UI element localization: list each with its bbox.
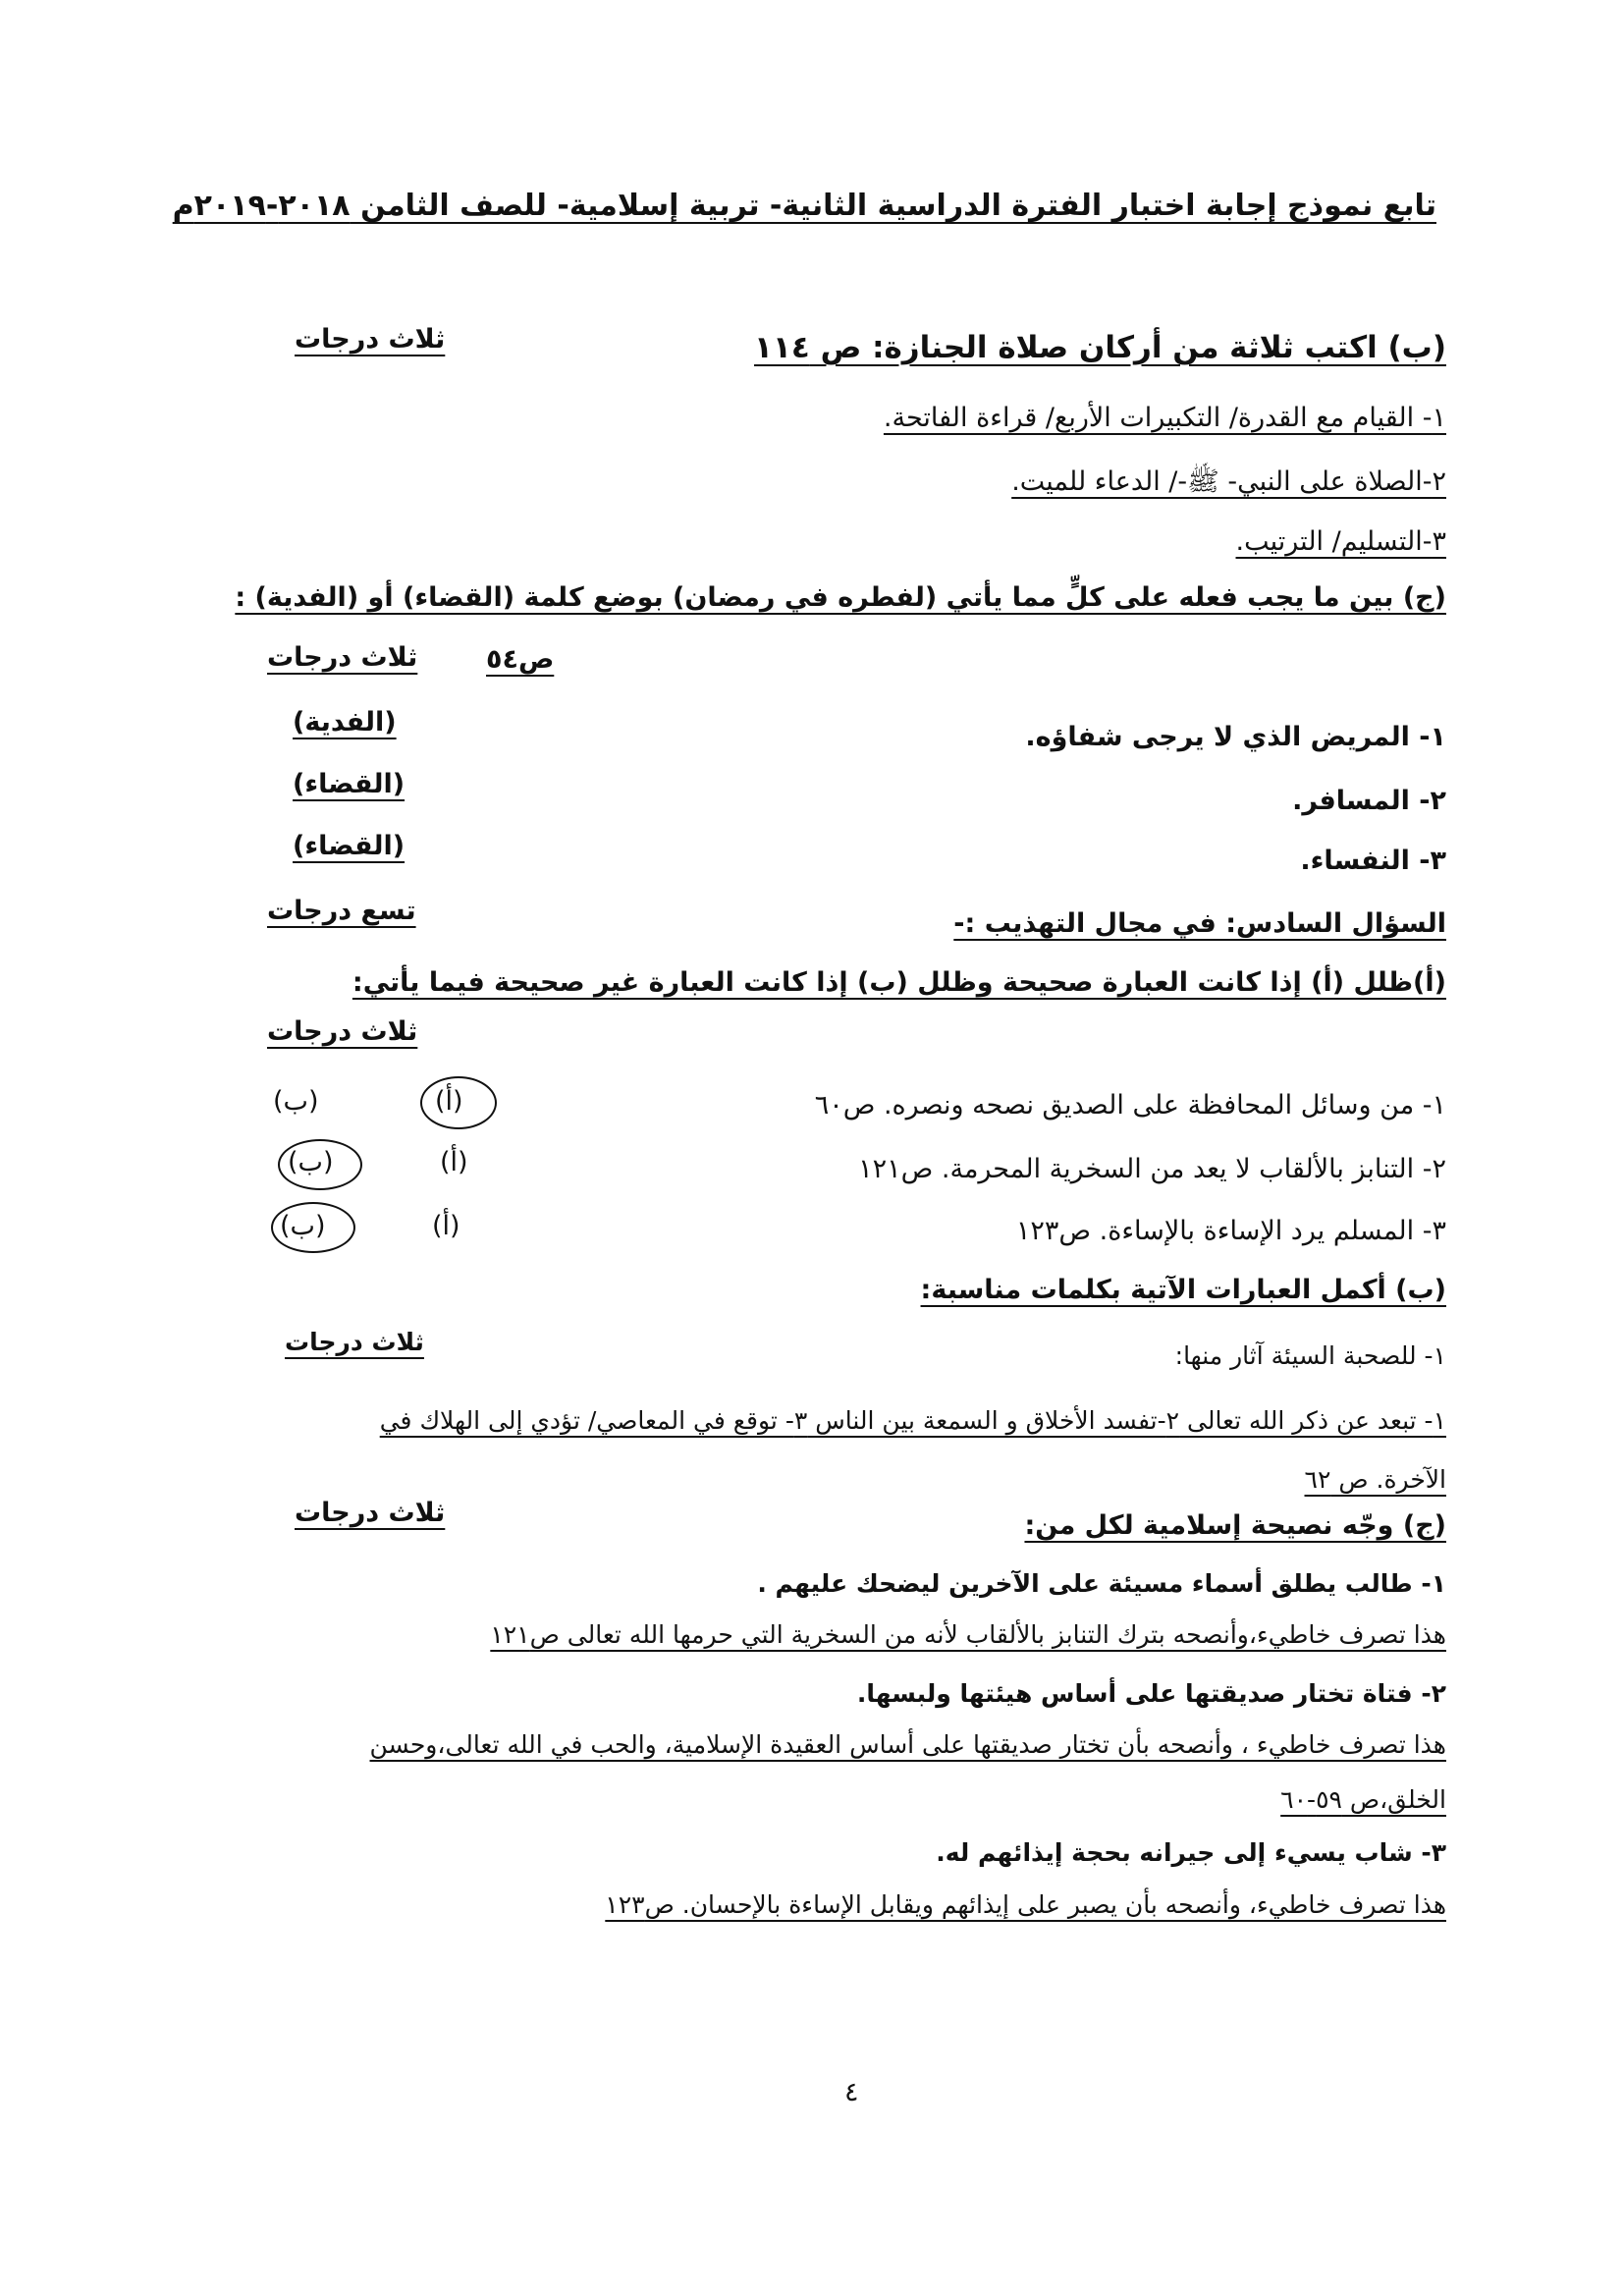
part-c1-answer-3: (القضاء) [293, 831, 406, 861]
part-c1-item-3: ٣- النفساء. [1300, 846, 1446, 876]
part-b2-marks: ثلاث درجات [285, 1328, 424, 1356]
part-c2-marks: ثلاث درجات [295, 1498, 446, 1528]
part-c2-question: (ج) وجّه نصيحة إسلامية لكل من: [1024, 1510, 1446, 1541]
part-a-marks: ثلاث درجات [267, 1016, 418, 1047]
part-b1-question: (ب) اكتب ثلاثة من أركان صلاة الجنازة: ص ١١٤ [754, 330, 1446, 365]
part-b1-answer-1: ١- القيام مع القدرة/ التكبيرات الأربع/ قراءة الفاتحة. [883, 403, 1446, 433]
part-c1-item-1: ١- المريض الذي لا يرجى شفاؤه. [1025, 722, 1446, 752]
part-a-item-2-selected-circle [278, 1139, 362, 1190]
part-a-item-3: ٣- المسلم يرد الإساءة بالإساءة. ص١٢٣ [1015, 1216, 1446, 1246]
part-a-item-1-option-b: (ب) [273, 1086, 319, 1117]
part-b2-question: (ب) أكمل العبارات الآتية بكلمات مناسبة: [920, 1275, 1446, 1305]
part-c1-page-ref: ص٥٤ [486, 644, 555, 675]
part-a-item-3-option-a: (أ) [432, 1211, 460, 1241]
page-header-title: تابع نموذج إجابة اختبار الفترة الدراسية الثانية- تربية إسلامية- للصف الثامن ٢٠١٨-٢٠١٩م [172, 189, 1436, 223]
part-a-item-2-option-b: (ب) [288, 1147, 334, 1177]
part-a-item-2: ٢- التنابز بالألقاب لا يعد من السخرية المحرمة. ص١٢١ [858, 1154, 1446, 1184]
part-a-question: (أ)ظلل (أ) إذا كانت العبارة صحيحة وظلل (ب) إذا كانت العبارة غير صحيحة فيما يأتي: [352, 967, 1446, 998]
q6-marks: تسع درجات [267, 896, 416, 926]
part-c1-item-2: ٢- المسافر. [1292, 786, 1446, 816]
part-a-item-2-option-a: (أ) [440, 1147, 468, 1177]
part-a-item-1: ١- من وسائل المحافظة على الصديق نصحه ونصره. ص٦٠ [814, 1090, 1446, 1121]
q6-title: السؤال السادس: في مجال التهذيب :- [953, 908, 1446, 939]
part-c2-answer-2-line-2: الخلق،ص ٥٩-٦٠ [1280, 1785, 1446, 1814]
part-c2-prompt-1: ١- طالب يطلق أسماء مسيئة على الآخرين ليضحك عليهم . [757, 1569, 1446, 1598]
part-c2-prompt-3: ٣- شاب يسيء إلى جيرانه بحجة إيذائهم له. [936, 1838, 1446, 1867]
part-b1-marks: ثلاث درجات [295, 324, 446, 355]
part-b1-answer-2: ٢-الصلاة على النبي- ﷺ-/ الدعاء للميت. [1011, 466, 1446, 497]
part-a-item-1-option-a: (أ) [435, 1086, 463, 1117]
part-b2-prompt: ١- للصحبة السيئة آثار منها: [1174, 1341, 1446, 1370]
part-c2-answer-2-line-1: هذا تصرف خاطيء ، وأنصحه بأن تختار صديقتها على أساس العقيدة الإسلامية، والحب في الله تعالى،وحسن [369, 1730, 1446, 1759]
part-b2-answer-line-2: الآخرة. ص ٦٢ [1304, 1465, 1446, 1494]
part-c1-marks: ثلاث درجات [267, 642, 418, 673]
part-c1-answer-1: (الفدية) [293, 707, 397, 738]
part-c2-answer-1: هذا تصرف خاطيء،وأنصحه بترك التنابز بالألقاب لأنه من السخرية التي حرمها الله تعالى ص١٢١ [490, 1620, 1446, 1649]
part-b2-answer-line-1: ١- تبعد عن ذكر الله تعالى ٢-تفسد الأخلاق و السمعة بين الناس ٣- توقع في المعاصي/ تؤدي إلى الهلاك في [379, 1406, 1446, 1435]
part-b1-answer-3: ٣-التسليم/ الترتيب. [1235, 526, 1446, 557]
part-a-item-3-option-b: (ب) [280, 1211, 326, 1241]
part-c2-prompt-2: ٢- فتاة تختار صديقتها على أساس هيئتها ولبسها. [856, 1679, 1446, 1708]
page-number: ٤ [844, 2077, 859, 2107]
part-a-item-3-selected-circle [271, 1202, 355, 1253]
part-c2-answer-3: هذا تصرف خاطيء، وأنصحه بأن يصبر على إيذائهم ويقابل الإساءة بالإحسان. ص١٢٣ [605, 1890, 1446, 1919]
part-a-item-1-selected-circle [420, 1076, 497, 1129]
part-c1-answer-2: (القضاء) [293, 769, 406, 799]
part-c1-question: (ج) بين ما يجب فعله على كلٍّ مما يأتي (لفطره في رمضان) بوضع كلمة (القضاء) أو (الفدية) : [235, 582, 1446, 613]
